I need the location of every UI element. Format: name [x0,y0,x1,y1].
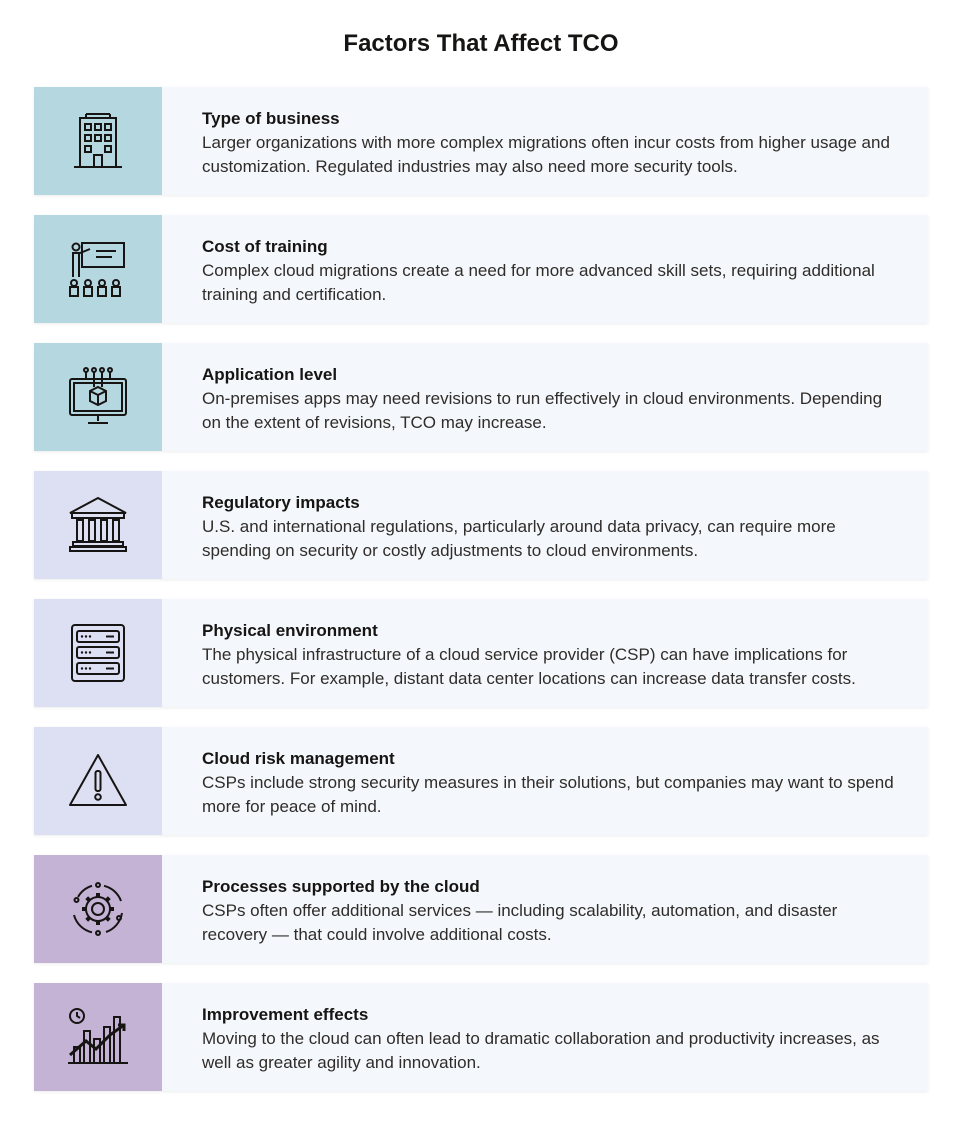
factor-description: U.S. and international regulations, particularly around data privacy, can require more spending on security or costly adjustments to cloud environments. [202,517,836,560]
page-title: Factors That Affect TCO [343,30,619,57]
factor-title: Type of business [202,109,340,128]
factor-description: The physical infrastructure of a cloud service provider (CSP) can have implications for customers. For example, distant data center locations can increase data transfer costs. [202,645,856,688]
office-building-icon [66,109,130,173]
factor-title: Improvement effects [202,1005,369,1024]
factor-description: Complex cloud migrations create a need for more advanced skill sets, requiring additional training and certification. [202,261,875,304]
factor-description: On-premises apps may need revisions to run effectively in cloud environments. Depending on the extent of revisions, TCO may increase. [202,389,883,432]
factor-title: Processes supported by the cloud [202,877,480,896]
presentation-training-icon [66,237,130,301]
icon-panel [34,983,162,1091]
factor-title: Cloud risk management [202,749,395,768]
factor-card-physical-environment [34,599,928,707]
factor-title: Application level [202,365,338,384]
factor-title: Cost of training [202,237,328,256]
factor-title: Regulatory impacts [202,493,360,512]
icon-panel [34,215,162,323]
icon-panel [34,343,162,451]
icon-panel [34,727,162,835]
factors-list [34,87,928,1111]
gear-cycle-icon [66,877,130,941]
factor-description: Larger organizations with more complex migrations often incur costs from higher usage and customization. Regulated industries may also need more security tools. [202,133,890,176]
factor-card-cost-of-training [34,215,928,323]
factor-card-type-of-business [34,87,928,195]
factor-card-improvement-effects [34,983,928,1091]
icon-panel [34,87,162,195]
factor-card-application-level [34,343,928,451]
government-building-icon [66,493,130,557]
server-rack-icon [66,621,130,685]
factor-card-cloud-risk-management [34,727,928,835]
factor-card-regulatory-impacts [34,471,928,579]
factor-title: Physical environment [202,621,378,640]
factor-card-processes-supported [34,855,928,963]
factor-description: CSPs include strong security measures in their solutions, but companies may want to spend more for peace of mind. [202,773,894,816]
factor-description: Moving to the cloud can often lead to dramatic collaboration and productivity increases, as well as greater agility and innovation. [202,1029,880,1072]
factor-description: CSPs often offer additional services — including scalability, automation, and disaster recovery — that could involve additional costs. [202,901,838,944]
icon-panel [34,599,162,707]
growth-chart-icon [66,1005,130,1069]
monitor-application-icon [66,365,130,429]
icon-panel [34,471,162,579]
icon-panel [34,855,162,963]
warning-triangle-icon [66,749,130,813]
